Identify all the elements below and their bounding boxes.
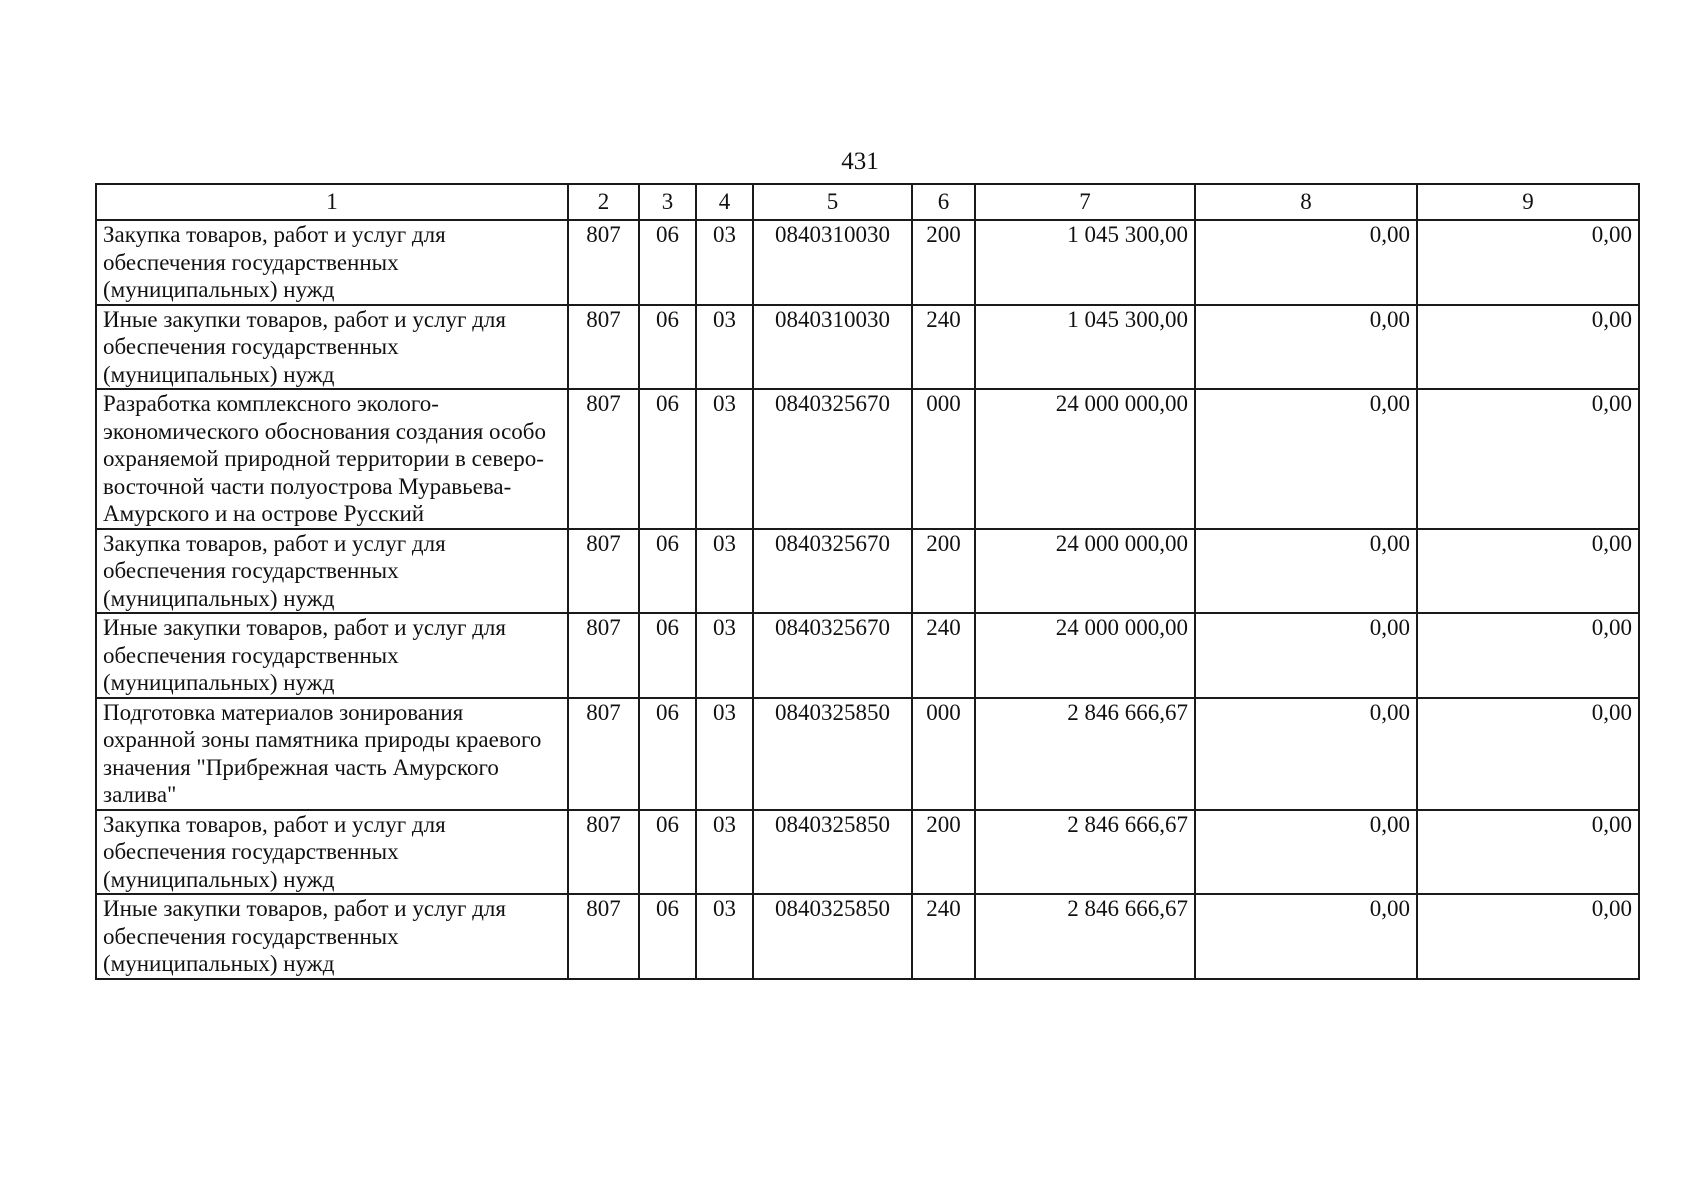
row-expense-type-code: 000 [912, 698, 975, 810]
row-amount-col8: 0,00 [1195, 305, 1417, 390]
row-amount-col7: 24 000 000,00 [975, 529, 1195, 614]
row-amount-col8: 0,00 [1195, 220, 1417, 305]
row-ved-code: 807 [568, 894, 639, 979]
row-amount-col7: 1 045 300,00 [975, 305, 1195, 390]
page-number: 431 [841, 148, 879, 175]
row-section-code: 06 [639, 698, 696, 810]
row-expense-type-code: 000 [912, 389, 975, 529]
row-section-code: 06 [639, 389, 696, 529]
header-cell-4: 4 [696, 184, 753, 220]
header-cell-9: 9 [1417, 184, 1639, 220]
header-cell-8: 8 [1195, 184, 1417, 220]
row-expense-type-code: 200 [912, 529, 975, 614]
row-amount-col9: 0,00 [1417, 698, 1639, 810]
row-amount-col7: 2 846 666,67 [975, 894, 1195, 979]
header-cell-6: 6 [912, 184, 975, 220]
row-expense-type-code: 200 [912, 810, 975, 895]
row-subsection-code: 03 [696, 698, 753, 810]
row-target-article-code: 0840325850 [753, 894, 912, 979]
row-subsection-code: 03 [696, 529, 753, 614]
row-expense-type-code: 200 [912, 220, 975, 305]
row-amount-col8: 0,00 [1195, 529, 1417, 614]
row-description: Закупка товаров, работ и услуг для обеспечения государственных (муниципальных) нужд [96, 529, 568, 614]
header-cell-7: 7 [975, 184, 1195, 220]
row-subsection-code: 03 [696, 220, 753, 305]
row-amount-col9: 0,00 [1417, 529, 1639, 614]
table-row [96, 894, 1639, 979]
header-cell-1: 1 [96, 184, 568, 220]
row-target-article-code: 0840325850 [753, 698, 912, 810]
row-target-article-code: 0840325670 [753, 613, 912, 698]
row-amount-col8: 0,00 [1195, 810, 1417, 895]
header-cell-5: 5 [753, 184, 912, 220]
row-target-article-code: 0840325850 [753, 810, 912, 895]
row-section-code: 06 [639, 529, 696, 614]
header-cell-3: 3 [639, 184, 696, 220]
row-description: Иные закупки товаров, работ и услуг для обеспечения государственных (муниципальных) нужд [96, 305, 568, 390]
row-amount-col8: 0,00 [1195, 613, 1417, 698]
header-row [96, 184, 1639, 220]
row-amount-col8: 0,00 [1195, 698, 1417, 810]
row-amount-col8: 0,00 [1195, 389, 1417, 529]
row-expense-type-code: 240 [912, 305, 975, 390]
row-target-article-code: 0840325670 [753, 529, 912, 614]
row-amount-col9: 0,00 [1417, 810, 1639, 895]
row-subsection-code: 03 [696, 389, 753, 529]
row-section-code: 06 [639, 220, 696, 305]
budget-table [95, 183, 1640, 980]
row-section-code: 06 [639, 305, 696, 390]
table-row [96, 389, 1639, 529]
row-amount-col9: 0,00 [1417, 389, 1639, 529]
row-ved-code: 807 [568, 810, 639, 895]
row-ved-code: 807 [568, 220, 639, 305]
table-row [96, 698, 1639, 810]
table-row [96, 810, 1639, 895]
row-amount-col9: 0,00 [1417, 220, 1639, 305]
row-target-article-code: 0840310030 [753, 305, 912, 390]
row-expense-type-code: 240 [912, 894, 975, 979]
row-ved-code: 807 [568, 305, 639, 390]
row-subsection-code: 03 [696, 810, 753, 895]
row-amount-col9: 0,00 [1417, 305, 1639, 390]
row-description: Закупка товаров, работ и услуг для обеспечения государственных (муниципальных) нужд [96, 220, 568, 305]
row-ved-code: 807 [568, 389, 639, 529]
row-section-code: 06 [639, 810, 696, 895]
table-body [96, 220, 1639, 979]
row-description: Иные закупки товаров, работ и услуг для обеспечения государственных (муниципальных) нужд [96, 894, 568, 979]
table-row [96, 613, 1639, 698]
row-amount-col7: 24 000 000,00 [975, 389, 1195, 529]
row-description: Закупка товаров, работ и услуг для обеспечения государственных (муниципальных) нужд [96, 810, 568, 895]
row-target-article-code: 0840325670 [753, 389, 912, 529]
row-amount-col7: 1 045 300,00 [975, 220, 1195, 305]
table-row [96, 529, 1639, 614]
row-subsection-code: 03 [696, 305, 753, 390]
row-section-code: 06 [639, 613, 696, 698]
row-description: Иные закупки товаров, работ и услуг для обеспечения государственных (муниципальных) нужд [96, 613, 568, 698]
row-ved-code: 807 [568, 613, 639, 698]
row-expense-type-code: 240 [912, 613, 975, 698]
table-header [96, 184, 1639, 220]
row-subsection-code: 03 [696, 613, 753, 698]
header-cell-2: 2 [568, 184, 639, 220]
row-amount-col8: 0,00 [1195, 894, 1417, 979]
row-target-article-code: 0840310030 [753, 220, 912, 305]
row-amount-col7: 24 000 000,00 [975, 613, 1195, 698]
row-section-code: 06 [639, 894, 696, 979]
table-row [96, 305, 1639, 390]
row-amount-col9: 0,00 [1417, 894, 1639, 979]
row-description: Разработка комплексного эколого-экономического обоснования создания особо охраняемой природной территории в северо-восточной части полуострова Муравьева-Амурского и на острове Русский [96, 389, 568, 529]
row-subsection-code: 03 [696, 894, 753, 979]
row-amount-col7: 2 846 666,67 [975, 810, 1195, 895]
row-amount-col9: 0,00 [1417, 613, 1639, 698]
row-ved-code: 807 [568, 529, 639, 614]
row-description: Подготовка материалов зонирования охранной зоны памятника природы краевого значения "Прибрежная часть Амурского залива" [96, 698, 568, 810]
row-ved-code: 807 [568, 698, 639, 810]
table-row [96, 220, 1639, 305]
row-amount-col7: 2 846 666,67 [975, 698, 1195, 810]
